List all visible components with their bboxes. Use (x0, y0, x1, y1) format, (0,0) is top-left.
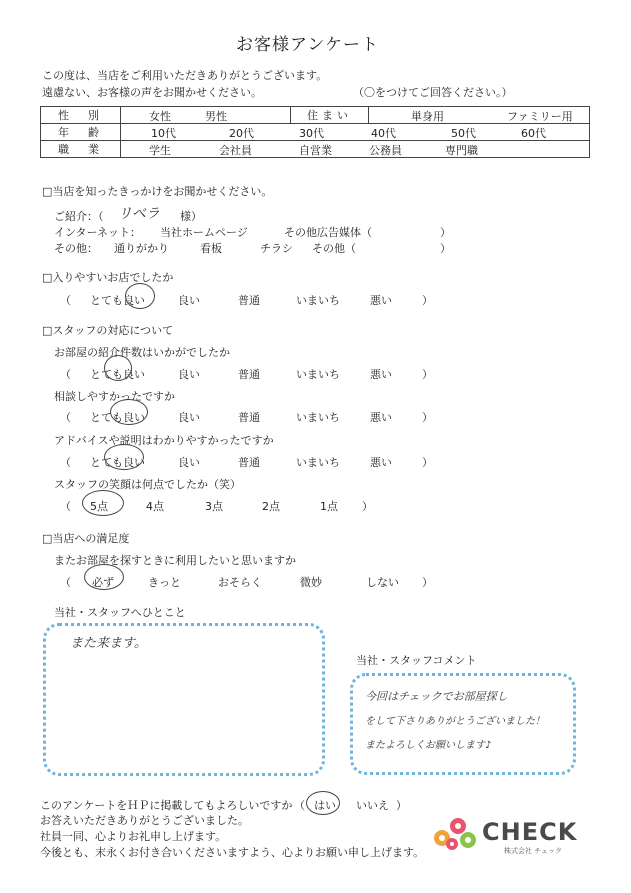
q1-intro-label: ご紹介：（ (54, 210, 104, 223)
q3-sub2-open: （ (60, 411, 71, 424)
q3-sub1-opt-bad[interactable]: 悪い (370, 368, 392, 381)
q1-other-opt-other[interactable]: その他（ (312, 242, 356, 255)
comment-text: また来ます。 (70, 636, 147, 651)
q3-sub1-opt-normal[interactable]: 普通 (238, 368, 260, 381)
thanks-line-2: 社員一同、心よりお礼申し上げます。 (40, 830, 227, 843)
job-opt-student[interactable]: 学生 (149, 144, 171, 157)
q2-close: ） (422, 294, 433, 307)
q3-points-2[interactable]: 2点 (262, 500, 280, 513)
q3-sub3-opt-good[interactable]: 良い (178, 456, 200, 469)
gender-cell (121, 107, 291, 124)
staff-comment-label: 当社・スタッフコメント (356, 654, 477, 667)
q3-points-1[interactable]: 1点 (320, 500, 338, 513)
q1-internet-opt-homepage[interactable]: 当社ホームページ (160, 226, 248, 239)
q4-sub: またお部屋を探すときに利用したいと思いますか (54, 554, 296, 567)
gender-opt-male[interactable]: 男性 (205, 110, 227, 123)
q2-opt-poor[interactable]: いまいち (296, 294, 340, 307)
q3-points-open: （ (60, 500, 71, 513)
q4-close: ） (422, 576, 433, 589)
age-cell (121, 124, 590, 141)
q3-sub1-opt-poor[interactable]: いまいち (296, 368, 340, 381)
consent-close: ） (396, 799, 407, 812)
comment-label: 当社・スタッフへひとこと (54, 606, 186, 619)
profile-row-gender (41, 107, 590, 124)
q3-sub3: アドバイスや説明はわかりやすかったですか (54, 434, 274, 447)
q3-points-answer-circle (82, 490, 124, 516)
age-opt-10s[interactable]: 10代 (151, 127, 176, 140)
q4-opt-definitely[interactable]: 必ず (92, 576, 114, 589)
q3-sub1-opt-good[interactable]: 良い (178, 368, 200, 381)
job-opt-civil[interactable]: 公務員 (369, 144, 402, 157)
q1-other-label: その他： (54, 242, 98, 255)
q3-sub2: 相談しやすかったですか (54, 390, 175, 403)
q4-heading: □当店への満足度 (42, 532, 130, 545)
q3-sub3-close: ） (422, 456, 433, 469)
age-opt-50s[interactable]: 50代 (451, 127, 476, 140)
q3-sub2-opt-bad[interactable]: 悪い (370, 411, 392, 424)
consent-question: このアンケートをＨＰに掲載してもよろしいですか (40, 799, 293, 812)
gender-opt-female[interactable]: 女性 (149, 110, 171, 123)
q3-sub2-answer-circle (110, 399, 148, 425)
q4-opt-no[interactable]: しない (366, 576, 399, 589)
logo-text: CHECK (482, 818, 578, 846)
q1-other-opt-passing[interactable]: 通りがかり (114, 242, 169, 255)
age-opt-40s[interactable]: 40代 (371, 127, 396, 140)
gender-label: 性 別 (41, 107, 121, 124)
q2-heading: □入りやすいお店でしたか (42, 271, 174, 284)
q3-sub3-opt-normal[interactable]: 普通 (238, 456, 260, 469)
q3-points-close: ） (362, 500, 373, 513)
q3-sub1-answer-circle (104, 355, 132, 381)
staff-comment-line-1: 今回はチェックでお部屋探し (365, 690, 508, 703)
residence-opt-single[interactable]: 単身用 (411, 110, 444, 123)
job-opt-selfemployed[interactable]: 自営業 (299, 144, 332, 157)
job-opt-employee[interactable]: 会社員 (219, 144, 252, 157)
intro-line-1: この度は、当店をご利用いただきありがとうございます。 (42, 69, 328, 82)
job-label: 職 業 (41, 141, 121, 158)
consent-yes[interactable]: はい (314, 799, 336, 812)
page-title: お客様アンケート (236, 35, 379, 55)
staff-comment-box (350, 673, 576, 775)
thanks-line-1: お答えいただきありがとうございました。 (40, 814, 249, 827)
q4-opt-doubtful[interactable]: 微妙 (300, 576, 322, 589)
q3-sub3-opt-bad[interactable]: 悪い (370, 456, 392, 469)
q4-open: （ (60, 576, 71, 589)
residence-opt-family[interactable]: ファミリー用 (507, 110, 573, 123)
job-opt-specialist[interactable]: 専門職 (445, 144, 478, 157)
q3-sub1-close: ） (422, 368, 433, 381)
intro-line-2: 遠慮ない、お客様の声をお聞かせください。 (42, 86, 262, 99)
age-opt-60s[interactable]: 60代 (521, 127, 546, 140)
q2-opt-bad[interactable]: 悪い (370, 294, 392, 307)
age-opt-30s[interactable]: 30代 (299, 127, 324, 140)
q3-sub3-opt-verygood[interactable]: とても良い (90, 456, 145, 469)
staff-comment-line-2: をして下さりありがとうございました！ (365, 716, 545, 727)
residence-label: 住まい (291, 107, 369, 124)
profile-row-age (41, 124, 590, 141)
q1-other-close: ） (440, 242, 451, 255)
q3-points-3[interactable]: 3点 (205, 500, 223, 513)
comment-box[interactable] (43, 623, 325, 776)
q1-intro-answer[interactable]: リベラ (118, 206, 160, 222)
q3-sub1-opt-verygood[interactable]: とても良い (90, 368, 145, 381)
consent-no[interactable]: いいえ (356, 799, 389, 812)
q3-points-4[interactable]: 4点 (146, 500, 164, 513)
q2-opt-normal[interactable]: 普通 (238, 294, 260, 307)
q3-sub3-open: （ (60, 456, 71, 469)
q4-opt-probably[interactable]: おそらく (218, 576, 262, 589)
staff-comment-line-3: またよろしくお願いします♪ (365, 740, 492, 751)
q4-opt-surely[interactable]: きっと (148, 576, 181, 589)
q3-sub2-opt-poor[interactable]: いまいち (296, 411, 340, 424)
q2-answer-circle (125, 283, 155, 309)
q1-internet-opt-other[interactable]: その他広告媒体（ (284, 226, 372, 239)
q3-sub3-opt-poor[interactable]: いまいち (296, 456, 340, 469)
logo (428, 812, 480, 855)
residence-cell (369, 107, 590, 124)
q3-sub3-answer-circle (104, 444, 144, 470)
age-label: 年 齢 (41, 124, 121, 141)
intro-line-3: （〇をつけてご回答ください。） (353, 86, 513, 99)
q3-sub2-close: ） (422, 411, 433, 424)
flower-logo-icon (428, 812, 480, 852)
q2-open: （ (60, 294, 71, 307)
q1-internet-label: インターネット： (54, 226, 142, 239)
thanks-line-3: 今後とも、末永くお付き合いくださいますよう、心よりお願い申し上げます。 (40, 846, 425, 859)
job-cell (121, 141, 590, 158)
q1-heading: □当店を知ったきっかけをお聞かせください。 (42, 185, 273, 198)
q1-intro-suffix: 様） (180, 210, 202, 223)
logo-subtext: 株式会社 チェック (504, 847, 563, 855)
q1-other-opt-signboard[interactable]: 看板 (200, 242, 222, 255)
age-opt-20s[interactable]: 20代 (229, 127, 254, 140)
q3-sub2-opt-good[interactable]: 良い (178, 411, 200, 424)
q1-internet-close: ） (440, 226, 451, 239)
q3-sub4: スタッフの笑顔は何点でしたか（笑） (54, 478, 241, 491)
q2-opt-verygood[interactable]: とても良い (90, 294, 145, 307)
q3-sub2-opt-normal[interactable]: 普通 (238, 411, 260, 424)
q3-sub1-open: （ (60, 368, 71, 381)
q2-opt-good[interactable]: 良い (178, 294, 200, 307)
profile-row-job (41, 141, 590, 158)
q1-other-opt-flyer[interactable]: チラシ (260, 242, 293, 255)
q3-heading: □スタッフの対応について (42, 324, 174, 337)
q4-answer-circle (84, 564, 124, 590)
consent-answer-circle (306, 791, 340, 815)
consent-open: （ (294, 799, 305, 812)
q3-sub2-opt-verygood[interactable]: とても良い (90, 411, 145, 424)
profile-table (40, 106, 590, 158)
q3-sub1: お部屋の紹介件数はいかがでしたか (54, 346, 230, 359)
q3-points-5[interactable]: 5点 (90, 500, 108, 513)
